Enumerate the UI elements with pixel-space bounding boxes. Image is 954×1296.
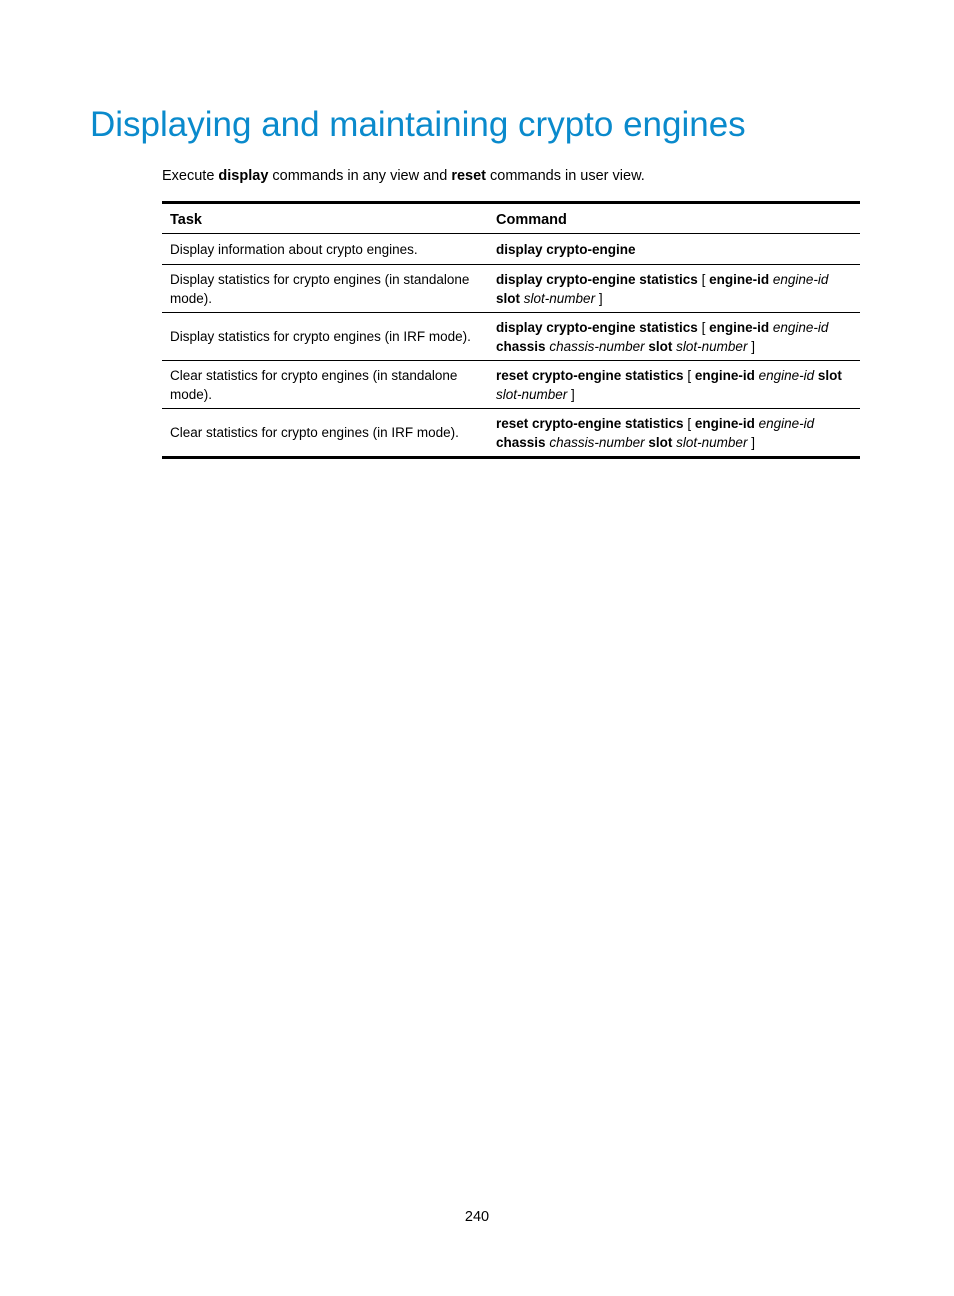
- command-keyword: display crypto-engine: [496, 241, 636, 257]
- command-text: ]: [595, 290, 603, 306]
- table-header-row: [162, 203, 860, 234]
- task-cell: Clear statistics for crypto engines (in IRF mode).: [170, 425, 459, 440]
- command-keyword: engine-id: [694, 367, 755, 383]
- command-cell: [488, 265, 860, 313]
- page-number: 240: [464, 1209, 490, 1225]
- task-cell: Clear statistics for crypto engines (in standalone mode).: [170, 367, 458, 402]
- command-keyword: engine-id: [694, 415, 755, 431]
- command-argument: slot-number: [676, 338, 748, 354]
- intro-paragraph: [162, 166, 645, 186]
- page-title: Displaying and maintaining crypto engines: [90, 105, 746, 144]
- command-text: [: [697, 319, 710, 335]
- command-keyword: slot: [817, 367, 842, 383]
- command-table: [162, 201, 860, 459]
- task-cell: Display statistics for crypto engines (in IRF mode).: [170, 329, 471, 344]
- command-keyword: chassis: [496, 338, 546, 354]
- table-row: [162, 313, 860, 361]
- command-text: ]: [567, 386, 575, 402]
- command-keyword: engine-id: [709, 271, 770, 287]
- intro-text-1: Execute: [162, 168, 219, 184]
- command-keyword: slot: [648, 338, 673, 354]
- table-row: [162, 361, 860, 409]
- command-keyword: engine-id: [709, 319, 770, 335]
- command-cell: [488, 234, 860, 265]
- command-cell: [488, 361, 860, 409]
- command-text: [: [683, 415, 695, 431]
- command-cell: [488, 409, 860, 458]
- command-keyword: display crypto-engine statistics: [496, 271, 698, 287]
- command-keyword: slot: [496, 290, 521, 306]
- task-cell: Display statistics for crypto engines (in standalone mode).: [170, 271, 470, 306]
- command-argument: chassis-number: [549, 434, 645, 450]
- command-argument: slot-number: [523, 290, 596, 306]
- command-argument: engine-id: [758, 415, 815, 431]
- table-row: [162, 234, 860, 265]
- intro-text-3: commands in user view.: [486, 168, 645, 184]
- command-argument: slot-number: [676, 434, 748, 450]
- command-text: [: [697, 271, 710, 287]
- command-keyword: chassis: [496, 434, 546, 450]
- header-task: Task: [170, 212, 202, 228]
- intro-keyword-reset: reset: [451, 168, 487, 184]
- command-argument: engine-id: [758, 367, 815, 383]
- command-argument: slot-number: [496, 386, 568, 402]
- command-keyword: slot: [648, 434, 673, 450]
- command-argument: chassis-number: [549, 338, 645, 354]
- intro-text-2: commands in any view and: [268, 168, 452, 184]
- intro-keyword-display: display: [218, 168, 269, 184]
- table-row: [162, 409, 860, 458]
- command-keyword: reset crypto-engine statistics: [496, 415, 684, 431]
- command-cell: [488, 313, 860, 361]
- command-text: [: [683, 367, 695, 383]
- command-argument: engine-id: [772, 319, 829, 335]
- command-argument: engine-id: [772, 271, 829, 287]
- command-text: ]: [747, 434, 755, 450]
- task-cell: Display information about crypto engines.: [170, 241, 418, 257]
- table-row: [162, 265, 860, 313]
- command-keyword: display crypto-engine statistics: [496, 319, 698, 335]
- command-text: ]: [747, 338, 755, 354]
- command-keyword: reset crypto-engine statistics: [496, 367, 684, 383]
- header-command: Command: [496, 212, 567, 228]
